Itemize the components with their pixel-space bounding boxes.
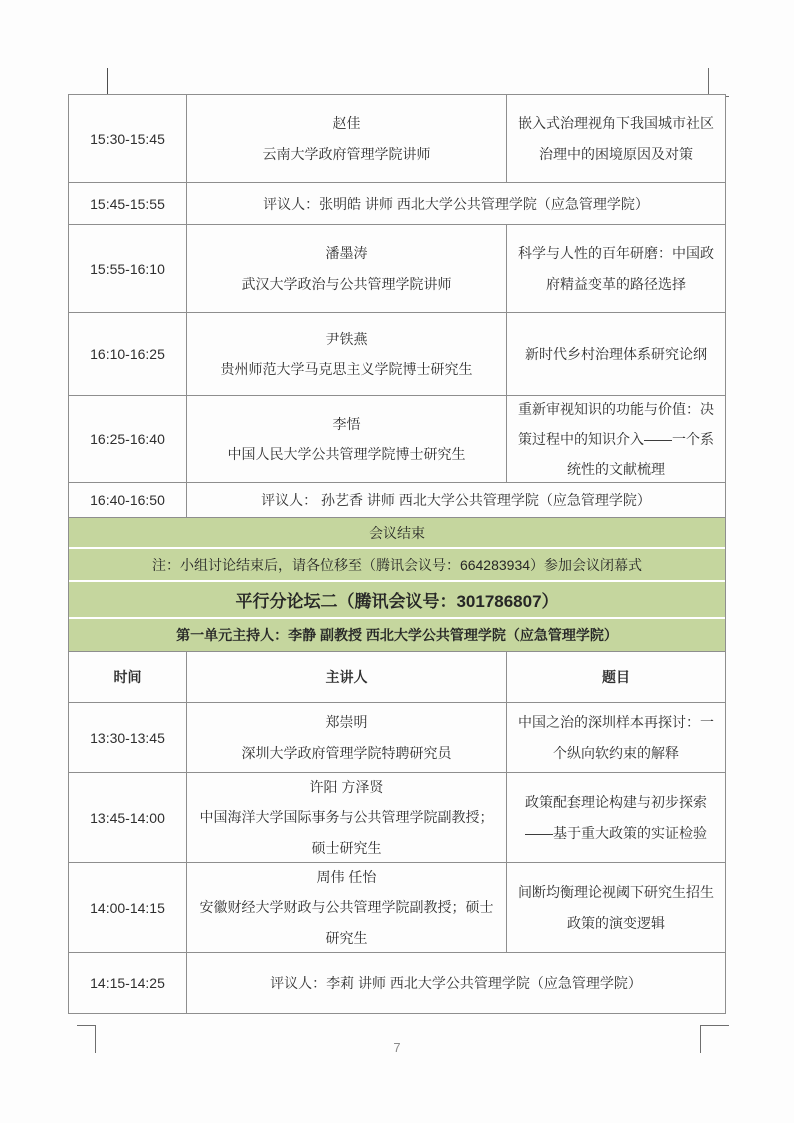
talk-title: 政策配套理论构建与初步探索——基于重大政策的实证检验: [525, 794, 707, 841]
table-row: [69, 95, 725, 182]
title-cell: [506, 863, 725, 952]
reviewer-text: 评议人： 孙艺香 讲师 西北大学公共管理学院（应急管理学院）: [261, 492, 651, 508]
time-cell: [69, 225, 186, 312]
closing-note-text: 注：小组讨论结束后，请各位移至（腾讯会议号：664283934）参加会议闭幕式: [151, 556, 643, 573]
speaker-name: 李悟: [332, 415, 361, 432]
time-text: 16:10-16:25: [90, 346, 165, 362]
speaker-block: [242, 707, 452, 767]
talk-title: 嵌入式治理视角下我国城市社区治理中的困境原因及对策: [518, 115, 714, 162]
time-text: 13:30-13:45: [90, 729, 165, 746]
time-cell: [69, 863, 186, 952]
talk-title: 新时代乡村治理体系研究论纲: [525, 345, 707, 362]
speaker-block: [263, 108, 431, 168]
speaker-cell: [186, 703, 506, 772]
schedule-table: [68, 94, 726, 1014]
speaker-affiliation: 云南大学政府管理学院讲师: [262, 145, 431, 162]
closing-note-row: [69, 547, 725, 580]
title-cell: [506, 703, 725, 772]
table-row: [69, 312, 725, 395]
time-text: 16:40-16:50: [90, 492, 165, 508]
time-cell: [69, 773, 186, 862]
reviewer-cell: [186, 483, 725, 517]
time-cell: [69, 95, 186, 182]
header-speaker-text: 主讲人: [325, 669, 368, 685]
speaker-cell: [186, 396, 506, 482]
title-cell: [506, 773, 725, 862]
time-text: 14:15-14:25: [90, 975, 165, 991]
reviewer-text: 评议人：张明皓 讲师 西北大学公共管理学院（应急管理学院）: [263, 195, 649, 212]
speaker-name: 潘墨涛: [325, 245, 368, 262]
header-title: [506, 652, 725, 702]
time-cell: [69, 313, 186, 395]
speaker-affiliation: 深圳大学政府管理学院特聘研究员: [241, 744, 452, 761]
speaker-name: 周伟 任怡: [316, 869, 377, 886]
speaker-cell: [186, 863, 506, 952]
speaker-cell: [186, 313, 506, 395]
table-row: [69, 482, 725, 517]
time-text: 16:25-16:40: [90, 431, 165, 447]
talk-title: 科学与人性的百年研磨：中国政府精益变革的路径选择: [518, 245, 714, 292]
reviewer-cell: [186, 183, 725, 224]
reviewer-cell: [186, 953, 725, 1013]
title-cell: [506, 313, 725, 395]
speaker-cell: [186, 225, 506, 312]
speaker-block: [228, 409, 466, 469]
header-title-text: 题目: [602, 669, 630, 685]
session-end-cell: [69, 518, 725, 547]
title-cell: [506, 95, 725, 182]
speaker-name: 尹铁燕: [325, 330, 368, 347]
talk-title: 重新审视知识的功能与价值：决策过程中的知识介入——一个系统性的文献梳理: [518, 400, 714, 478]
unit1-host-text: 第一单元主持人：李静 副教授 西北大学公共管理学院（应急管理学院）: [176, 627, 618, 643]
forum2-title-text: 平行分论坛二（腾讯会议号：301786807）: [235, 592, 559, 611]
speaker-cell: [186, 773, 506, 862]
time-text: 15:45-15:55: [90, 195, 165, 212]
session-end-row: [69, 517, 725, 547]
speaker-affiliation: 安徽财经大学财政与公共管理学院副教授；硕士研究生: [199, 899, 494, 946]
title-cell: [506, 225, 725, 312]
time-text: 15:30-15:45: [90, 130, 165, 147]
time-cell: [69, 703, 186, 772]
table-row: [69, 224, 725, 312]
speaker-affiliation: 武汉大学政治与公共管理学院讲师: [241, 275, 452, 292]
time-text: 15:55-16:10: [90, 260, 165, 277]
crop-mark-top-right-icon: [708, 68, 729, 97]
session-end-text: 会议结束: [369, 524, 425, 541]
talk-title: 中国之治的深圳样本再探讨：一个纵向软约束的解释: [518, 714, 714, 761]
time-text: 14:00-14:15: [90, 899, 165, 916]
speaker-block: [197, 772, 496, 862]
time-cell: [69, 183, 186, 224]
header-time-text: 时间: [113, 669, 142, 685]
title-cell: [506, 396, 725, 482]
header-speaker: [186, 652, 506, 702]
speaker-block: [221, 324, 473, 384]
table-header-row: [69, 651, 725, 702]
speaker-name: 许阳 方泽贤: [309, 779, 384, 796]
time-cell: [69, 396, 186, 482]
speaker-cell: [186, 95, 506, 182]
header-time: [69, 652, 186, 702]
table-row: [69, 702, 725, 772]
speaker-block: [197, 862, 496, 952]
time-cell: [69, 483, 186, 517]
crop-mark-top-left-icon: [75, 68, 108, 97]
reviewer-text: 评议人：李莉 讲师 西北大学公共管理学院（应急管理学院）: [270, 975, 642, 991]
closing-note-cell: [69, 549, 725, 580]
table-row: [69, 862, 725, 952]
speaker-block: [242, 238, 452, 298]
speaker-affiliation: 中国海洋大学国际事务与公共管理学院副教授；硕士研究生: [199, 809, 494, 856]
table-row: [69, 952, 725, 1013]
table-row: [69, 772, 725, 862]
time-cell: [69, 953, 186, 1013]
time-text: 13:45-14:00: [90, 809, 165, 826]
talk-title: 间断均衡理论视阈下研究生招生政策的演变逻辑: [518, 884, 714, 931]
page-number: 7: [393, 1040, 401, 1055]
speaker-name: 赵佳: [332, 115, 361, 132]
speaker-name: 郑崇明: [325, 714, 368, 731]
speaker-affiliation: 贵州师范大学马克思主义学院博士研究生: [220, 361, 473, 377]
table-row: [69, 395, 725, 482]
forum2-title-row: [69, 580, 725, 617]
unit1-host-cell: [69, 619, 725, 651]
forum2-title-cell: [69, 582, 725, 617]
table-row: [69, 182, 725, 224]
unit1-host-row: [69, 617, 725, 651]
speaker-affiliation: 中国人民大学公共管理学院博士研究生: [227, 446, 466, 462]
